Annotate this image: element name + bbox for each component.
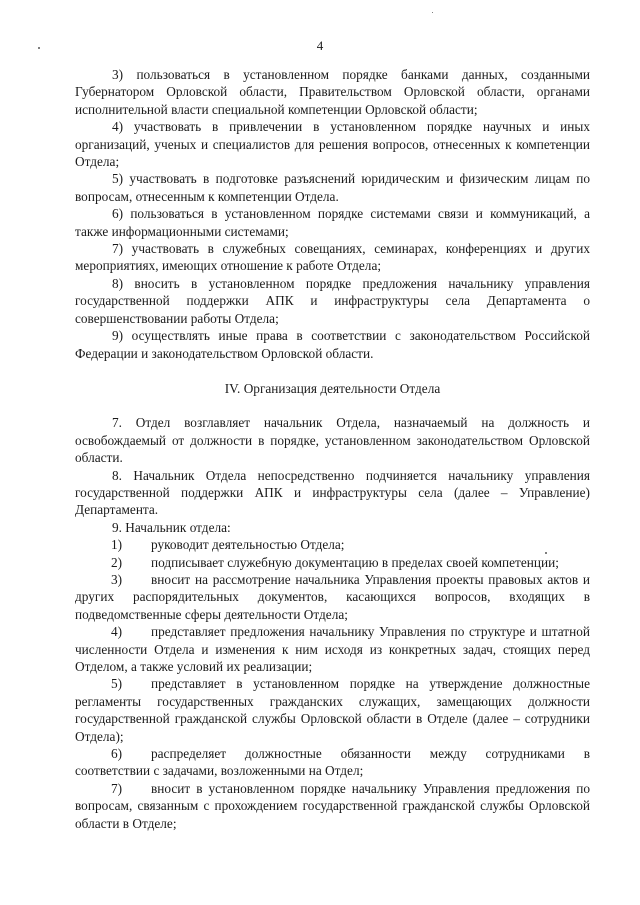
- duty-item: [75, 745, 590, 780]
- duty-text: вносит на рассмотрение начальника Управления проекты правовых актов и других распорядительных документов, касающихся вопросов, входящих в подведомственные сферы деятельности Отдела;: [75, 571, 590, 622]
- scan-speck: [545, 552, 547, 554]
- clause-7: 7. Отдел возглавляет начальник Отдела, назначаемый на должность и освобождаемый от должности в порядке, установленном законодательством Орловской области.: [75, 415, 590, 466]
- duty-text: вносит в установленном порядке начальнику Управления предложения по вопросам, связанным с прохождением государственной гражданской службы Орловской области в Отделе;: [75, 780, 590, 831]
- clause-9: 9. Начальник отдела:: [112, 519, 231, 535]
- duty-item: [75, 554, 590, 571]
- section-heading: IV. Организация деятельности Отдела: [224, 380, 441, 396]
- duty-text: подписывает служебную документацию в пределах своей компетенции;: [151, 554, 559, 570]
- duty-number: 4): [111, 624, 123, 640]
- rights-item-3: 3) пользоваться в установленном порядке банками данных, созданными Губернатором Орловской области, Правительством Орловской области, органами исполнительной власти специальной компетенции Орловской области;: [75, 67, 590, 117]
- duty-item: [75, 623, 590, 675]
- duty-number: 5): [111, 676, 123, 692]
- rights-item-5: 5) участвовать в подготовке разъяснений юридическим и физическим лицам по вопросам, отнесенным к компетенции Отдела.: [75, 171, 590, 204]
- rights-item-7: 7) участвовать в служебных совещаниях, семинарах, конференциях и других мероприятиях, имеющих отношение к работе Отдела;: [75, 241, 590, 274]
- duty-number: 1): [111, 537, 123, 553]
- rights-item-4: 4) участвовать в привлечении в установленном порядке научных и иных организаций, ученых и специалистов для решения вопросов, отнесенных к компетенции Отдела;: [75, 119, 590, 170]
- duty-number: 3): [111, 571, 123, 587]
- duty-item: [75, 536, 590, 553]
- duty-item: [75, 675, 590, 745]
- duty-number: 6): [111, 746, 123, 762]
- clause-8: 8. Начальник Отдела непосредственно подчиняется начальнику управления государственной поддержки АПК и инфраструктуры села (далее – Управление) Департамента.: [75, 467, 590, 518]
- document-body: [75, 66, 590, 832]
- duty-number: 2): [111, 554, 123, 570]
- rights-item-9: 9) осуществлять иные права в соответствии с законодательством Российской Федерации и законодательством Орловской области.: [75, 328, 590, 361]
- duty-item: [75, 780, 590, 832]
- duty-text: руководит деятельностью Отдела;: [151, 537, 345, 553]
- duty-text: представляет предложения начальнику Управления по структуре и штатной численности Отдела и изменения к ним исходя из конкретных задач, стоящих перед Отделом, а также условий их реализации;: [75, 624, 590, 674]
- duty-text: распределяет должностные обязанности между сотрудниками в соответствии с задачами, возложенными на Отдел;: [75, 746, 590, 779]
- rights-item-8: 8) вносить в установленном порядке предложения начальнику управления государственной поддержки АПК и инфраструктуры села Департамента о совершенствовании работы Отдела;: [75, 275, 590, 326]
- duty-item: [75, 571, 590, 623]
- duty-number: 7): [111, 780, 123, 796]
- page-number: 4: [316, 38, 324, 53]
- rights-item-6: 6) пользоваться в установленном порядке системами связи и коммуникаций, а также информационными системами;: [75, 206, 590, 239]
- duty-text: представляет в установленном порядке на утверждение должностные регламенты государственных гражданских служащих, замещающих должности государственной гражданской службы Орловской области в Отделе (далее – сотрудники Отдела);: [75, 676, 590, 744]
- scan-speck: [432, 12, 433, 13]
- scan-speck: [38, 47, 40, 49]
